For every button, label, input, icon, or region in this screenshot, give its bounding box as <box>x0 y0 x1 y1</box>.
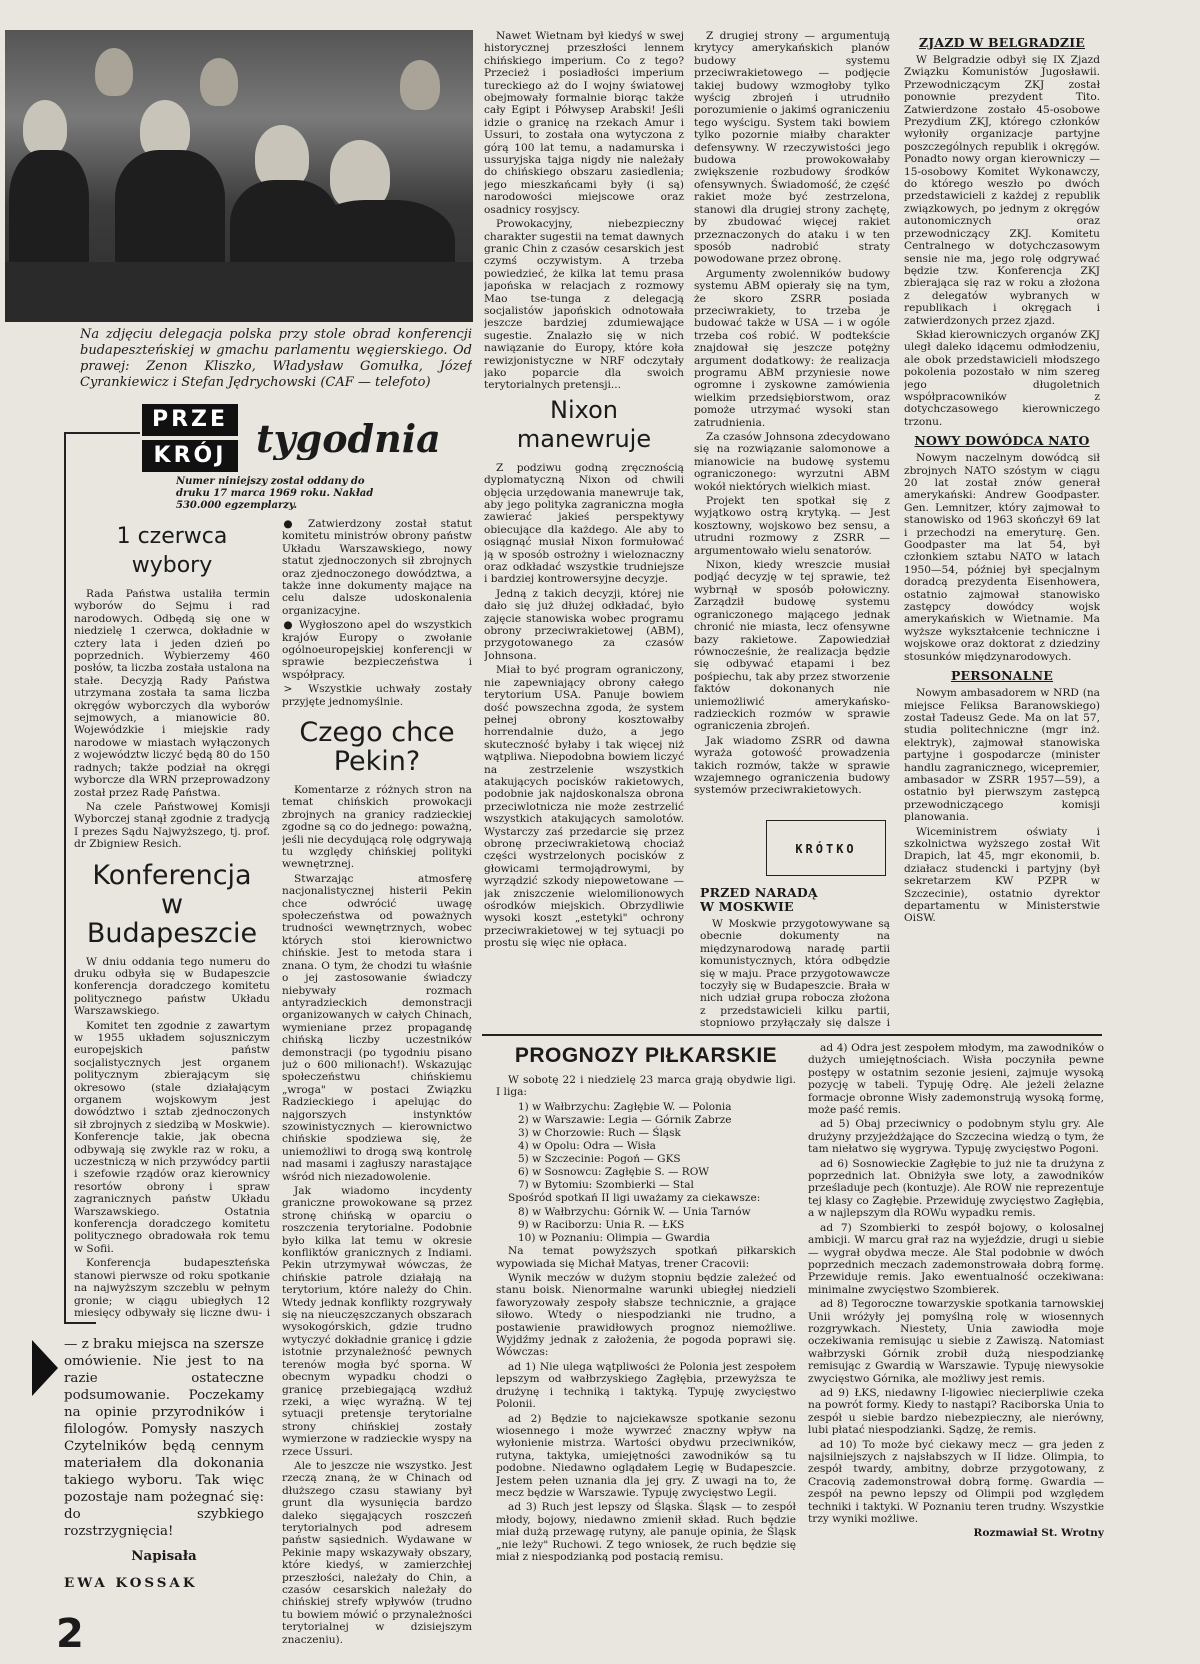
nixon-p2: Jedną z takich decyzji, której nie dało się już dłużej odkładać, było zajęcie stanowiska wobec programu obrony przeciwrakietowej (ABM), przygotowanego za czasów Johnsona. <box>484 587 684 662</box>
konferencja-p3: Konferencja budapeszteńska stanowi pierwsze od roku spotkanie na najwyższym szczeblu w pełnym gronie; w ciągu ubiegłych 12 miesięcy odbywały się liczne dwu- i <box>74 1257 270 1318</box>
personalne-p2: Wiceministrem oświaty i szkolnictwa wyższego został Wit Drapich, lat 45, mgr ekonomii, b. działacz studencki i partyjny (był sekretarzem KW PZPR w Szczecinie), ostatnio dyrektor departamentu w Ministerstwie OiSW. <box>904 825 1100 925</box>
frame-top <box>64 432 140 434</box>
konferencja-b1: ● Zatwierdzony został statut komitetu ministrów obrony państw Układu Warszawskiego, nowy statut zjednoczonych sił zbrojnych oraz zjednoczonego dowództwa, a także inne dokumenty mające na celu dalsze udoskonalenia organizacyjne. <box>282 518 472 617</box>
match-4: 4) w Opolu: Odra — Wisła <box>518 1139 656 1152</box>
prognozy-p1: Na temat powyższych spotkań piłkarskich wypowiada się Michał Matyas, trener Cracovii: <box>496 1245 796 1270</box>
pekin-p3: Jak wiadomo incydenty graniczne prowokowane są przez stronę chińską w oparciu o roszczenia terytorialne. Podobnie było kilka lat temu w okresie konfliktów granicznych z Indiami. Pekin utrzymywał wówczas, że chińskie patrole działają na terytorium, które należy do Chin. Wtedy jednak konflikty rozgrywały się na nieuczęszczanych obszarach wysokogórskich, gdzie trudno wytyczyć dokładnie granicę i gdzie istotnie przynależność pewnych terenów mogła być sporna. W obecnym wypadku chodzi o granicę przebiegającą wzdłuż rzeki, a więc wyraźną. W tej sytuacji pretensje terytorialne strony chińskiej zostały wymierzone w radzieckie wyspy na rzece Ussuri. <box>282 1185 472 1458</box>
nato-p1: Nowym naczelnym dowódcą sił zbrojnych NATO szóstym w ciągu 20 lat został znów generał amerykański: Andrew Goodpaster. Gen. Lemnitzer, który zajmował to stanowisko od 1963 skończył 69 lat i przechodzi na emeryturę. Gen. Goodpaster ma lat 54, był członkiem sztabu NATO w latach 1950—54, później był specjalnym doradcą prezydenta Eisenhowera, ostatnio zajmował stanowisko zastępcy dowódcy wojsk amerykańskich w Wietnamie. Ma wyższe wykształcenie techniczne i wojskowe oraz doktorat z dziedziny stosunków międzynarodowych. <box>904 452 1100 663</box>
match-10: 10) w Poznaniu: Olimpia — Gwardia <box>518 1232 711 1245</box>
prognozy-col2 <box>808 1042 1104 1660</box>
pekin-p4: Ale to jeszcze nie wszystko. Jest rzeczą znaną, że w Chinach od dłuższego czasu stawiany był grunt dla wysunięcia bardzo daleko sięgających roszczeń terytorialnych pod adresem państw sąsiednich. Wydawane w Pekinie mapy wskazywały obszary, które kiedyś, w zamierzchłej przeszłości, należały do Chin, a czasów cesarskich należały do chińskiej strefy wpływów (trudno tu bowiem mówić o przynależności terytorialnej w dzisiejszym znaczeniu). <box>282 1459 472 1646</box>
pekin-p2: Stwarzając atmosferę nacjonalistycznej histerii Pekin chce odwrócić uwagę społeczeństwa od poważnych trudności wewnętrznych, wobec których stoi kierownictwo chińskie. Jest to metoda stara i znana. O tym, że chodzi tu właśnie o jej zastosowanie świadczy niebywały rozmach antyradzieckich demonstracji organizowanych w całych Chinach, wymieniane przez propagandę chińską liczby uczestników demonstracji (po tygodniu pisano już o 600 milionach!). Wskazując społeczeństwu chińskiemu „wroga" w postaci Związku Radzieckiego i apelując do najgorszych instynktów szowinistycznych — kierownictwo chińskie spodziewa się, że uniemożliwi to drogą swą kontrolę nad masami i zagłuszy narastające wśród nich niezadowolenie. <box>282 872 472 1183</box>
signature-name: EWA KOSSAK <box>64 1575 198 1591</box>
column-3 <box>484 30 684 1030</box>
signature-label: Napisała <box>131 1548 197 1564</box>
narada-article <box>700 880 890 1030</box>
przekroj-logo <box>142 404 238 472</box>
konferencja-title: Konferencja w Budapeszcie <box>86 859 258 949</box>
kossak-continuation <box>64 1336 264 1646</box>
column-4 <box>694 30 890 810</box>
frame-bottom <box>64 1322 96 1324</box>
nixon-p3: Miał to być program ograniczony, nie zapewniający obrony całego terytorium USA. Panuje bowiem dość powszechna zgoda, że system pełnej obrony kosztowałby horrendalnie dużo, a jego skuteczność byłaby i tak więcej niż wątpliwa. Niepodobna bowiem liczyć na zestrzelenie wszystkich atakujących pocisków rakietowych, podobnie jak najdoskonalsza obrona przeciwlotnicza nie może zestrzelić wszystkich atakujących samolotów. Wystarczy zaś przedarcie się przez obronę przeciwrakietową chociaż części wystrzelonych pocisków z głowicami termojądrowymi, by wyrządzić szkody niepowetowane — jak zniszczenie wielomilionowych ośrodków miejskich. Obrzydliwie wysoki koszt „estetyki" ochrony przeciwrakietowej w tej sytuacji po prostu się więc nie opłaca. <box>484 664 684 950</box>
narada-text: W Moskwie przygotowywane są obecnie dokumenty na międzynarodową naradę partii komunistycznych, która odbędzie się w maju. Prace przygotowawcze toczyły się w Budapeszcie. Brała w nich udział grupa robocza złożona z przedstawicieli kilku partii, stopniowo przyłączały się dalsze i <box>700 918 890 1030</box>
prognozy-divider <box>482 1034 1102 1036</box>
nixon-p7: Projekt ten spotkał się z wyjątkowo ostrą krytyką. — Jest kosztowny, wojskowo bez sensu, a utrudni rozmowy z ZSRR — argumentowało wielu senatorów. <box>694 495 890 557</box>
prognozy-p8: ad 6) Sosnowieckie Zagłębie to już nie ta drużyna z poprzednich lat. Obniżyła swe loty, a zawodników prześladuje pech (kontuzje). Ale ROW nie reprezentuje tej klasy co Zagłębie. Przewiduję zwycięstwo Zagłębia, a w najlepszym dla ROWu wypadku remis. <box>808 1157 1104 1220</box>
prognozy-p3: ad 1) Nie ulega wątpliwości że Polonia jest zespołem lepszym od wałbrzyskiego Zagłębia, przewyższa te drużynę i techniką i taktyką. Typuję zwycięstwo Polonii. <box>496 1360 796 1411</box>
nixon-p5: Argumenty zwolenników budowy systemu ABM opierały się na tym, że skoro ZSRR posiada przeciwrakiety, to trzeba je budować także w USA — i w ogóle trzeba coś robić. W podtekście znajdował się jeszcze potężny argument dodatkowy: że realizacja programu ABM przyniesie nowe ogromne i zyskowne zamówienia wielkim przedsiębiorstwom, oraz pomoże utrzymać wysoki stan zatrudnienia. <box>694 267 890 429</box>
pekin-article <box>282 714 472 1659</box>
prognozy-p6: ad 4) Odra jest zespołem młodym, ma zawodników o dużych umiejętnościach. Wisła poczyniła pewne postępy w ostatnim sezonie jesieni, zajmuje wysoką pozycję w tabeli. Typuję Odrę. Ale jeżeli żelazne formacje obronne Wisły zademonstrują wysoką formę, może paść remis. <box>808 1042 1104 1117</box>
match-1: 1) w Wałbrzychu: Zagłębie W. — Polonia <box>518 1100 732 1113</box>
logo-word: tygodnia <box>256 418 441 460</box>
photo-caption: Na zdjęciu delegacja polska przy stole obrad konferencji budapeszteńskiej w gmachu parlamentu węgierskiego. Od prawej: Zenon Kliszko, Władysław Gomułka, Józef Cyrankiewicz i Stefan Jędrychowski (CAF — telefoto) <box>80 327 472 390</box>
match-3: 3) w Chorzowie: Ruch — Śląsk <box>518 1126 681 1139</box>
prognozy-p10: ad 8) Tegoroczne towarzyskie spotkania tarnowskiej Unii wróżyły jej pomyślną rolę w wiosennych rozgrywkach. Niestety, Unia zawiodła moje oczekiwania remisując u siebie z Zawiszą. Natomiast wałbrzyski Górnik zrobił dużą niespodziankę remisując z Gwardią w Warszawie. Typuję niewysokie zwycięstwo Górnika, ale możliwy jest remis. <box>808 1298 1104 1385</box>
personalne-title: PERSONALNE <box>950 668 1054 684</box>
zjazd-p1: W Belgradzie odbył się IX Zjazd Związku Komunistów Jugosławii. Przewodniczącym ZKJ został ponownie prezydent Tito. Zatwierdzone zostało 45-osobowe Prezydium ZKJ, którego członków wyłoniły organizacje partyjne poszczególnych republik i okręgów. Ponadto nowy organ kierowniczy — 15-osobowy Komitet Wykonawczy, do którego weszło po dwóch przedstawicieli z każdej z republik związkowych, po jednym z okręgów autonomicznych oraz przewodniczący ZKJ. Komitetu Centralnego w dotychczasowym sensie nie ma, jego rolę odgrywać będzie tzw. Konferencja ZKJ zbierająca się raz w roku a złożona z delegatów wybranych w republikach i okręgach i zatwierdzonych przez zjazd. <box>904 54 1100 327</box>
match-5: 5) w Szczecinie: Pogoń — GKS <box>518 1152 681 1165</box>
pekin-title: Czego chce Pekin? <box>299 717 455 777</box>
column-5 <box>904 30 1100 1030</box>
prognozy-p12: ad 10) To może być ciekawy mecz — gra jeden z najsilniejszych z najsłabszych w II lidze. Olimpia, to zespół twardy, ambitny, dobrze przygotowany, z Cracovią zademonstrował dobrą formę. Gwardia — zespół na pewno lepszy od Olimpii pod względem techniki i taktyki. W Poznaniu teren trudny. Wszystkie trzy wyniki możliwe. <box>808 1438 1104 1526</box>
print-notice: Numer niniejszy został oddany do druku 17 marca 1969 roku. Nakład 530.000 egzemplarzy. <box>176 476 374 511</box>
personalne-p1: Nowym ambasadorem w NRD (na miejsce Feliksa Baranowskiego) został Tadeusz Gede. Ma on lat 57, studia politechniczne (mgr inż. elektryk), zajmował stanowiska partyjne i gospodarcze (minister handlu zagranicznego, wicepremier, ambasador w ZSRR 1957—59), a ostatnio był pierwszym zastępcą przewodniczącego komisji planowania. <box>904 687 1100 824</box>
prognozy-p9: ad 7) Szombierki to zespół bojowy, o kolosalnej ambicji. W marcu grał raz na wyjeździe, drugi u siebie — wygrał obydwa mecze. Ale Stal podobnie w dwóch poprzednich meczach zademonstrowała dobrą formę. Przewiduje remis. Jako ewentualność oczekiwana: minimalne zwycięstwo Szombierek. <box>808 1221 1104 1296</box>
pekin-p5: Nawet Wietnam był kiedyś w swej historycznej przeszłości lennem chińskiego imperium. Co z tego? Przecież i posiadłości imperium tureckiego aż do I wojny światowej obejmowały formalnie biorąc także cały Egipt i Półwysep Arabski! Jeśli idzie o granicę na rzekach Amur i Ussuri, to została ona wytyczona z górą 100 lat temu, a nadamurska i ussuryjska tajga nigdy nie należały do chińskiego obszaru zasiedlenia; jego mieszkańcami były (i są) narodowości miejscowe oraz osadnicy rosyjscy. <box>484 30 684 216</box>
pekin-p6: Prowokacyjny, niebezpieczny charakter sugestii na temat dawnych granic Chin z czasów cesarskich jest czymś oczywistym. A trzeba powiedzieć, że kilka lat temu prasa japońska w relacjach z rozmowy Mao tse-tunga z delegacją socjalistów japońskich odnotowała jeszcze bardziej zdumiewające sugestie. Znalazło się w nich nawiązanie do Europy, które koła rewizjonistyczne w NRF odczytały jako poparcie dla swoich terytorialnych pretensji... <box>484 218 684 392</box>
zjazd-title: ZJAZD W BELGRADZIE <box>918 35 1086 50</box>
nixon-p1: Z podziwu godną zręcznością dyplomatyczną Nixon od chwili objęcia urzędowania manewruje tak, aby jego polityka zagraniczna mogła zawierać jakieś perspektywy obiecujące dla każdego. Ale aby to osiągnąć musiał Nixon formułować ją w sposób ostrożny i wieloznaczny oraz odkładać wszystkie trudniejsze i bardziej kontrowersyjne decyzje. <box>484 461 684 586</box>
page-number: 2 <box>56 1612 84 1656</box>
column-2-top <box>282 518 472 708</box>
nixon-title: Nixon manewruje <box>516 395 652 453</box>
match-9: 9) w Raciborzu: Unia R. — ŁKS <box>518 1219 685 1232</box>
conference-photo <box>5 30 473 322</box>
prognozy-author: Rozmawiał St. Wrotny <box>973 1527 1104 1540</box>
konferencja-p1: W dniu oddania tego numeru do druku odbyła się w Budapeszcie konferencja doradczego komitetu politycznego państw Układu Warszawskiego. <box>74 955 270 1018</box>
wybory-title: 1 czerwca wybory <box>116 524 228 578</box>
konferencja-p2: Komitet ten zgodnie z zawartym w 1955 układem sojuszniczym europejskich państw socjalistycznych jest organem politycznym zbierającym się okresowo (stale działającym organem wojskowym jest dowództwo i sztab zjednoczonych sił zbrojnych z siedzibą w Moskwie). Konferencje takie, jak obecna odbywają się zwykle raz w roku, a uczestniczą w nich przywódcy partii i szefowie rządów oraz kierownicy resortów obrony i spraw zagranicznych państw Układu Warszawskiego. Ostatnia konferencja doradczego komitetu politycznego obradowała rok temu w Sofii. <box>74 1019 270 1255</box>
krotko-box: KRÓTKO <box>766 820 886 876</box>
pekin-p1: Komentarze z różnych stron na temat chińskich prowokacji zbrojnych na granicy radzieckiej zgodne są co do jednego: poważną, jeśli nie decydującą rolę odgrywają tu względy chińskiej polityki wewnętrznej. <box>282 784 472 871</box>
prognozy-p4: ad 2) Będzie to najciekawsze spotkanie sezonu wiosennego i może wywrzeć znaczny wpływ na wyłonienie mistrza. Wartości obydwu przeciwników, rutyna, taktyka, umiejętności zawodników są tu podobne. Niedawno oglądałem Legię w Budapeszcie. Jestem pełen uznania dla jej gry. Z uwagi na to, że mecz będzie w Warszawie. Typuję zwycięstwo Legii. <box>496 1412 796 1499</box>
prognozy-p5: ad 3) Ruch jest lepszy od Śląska. Śląsk — to zespół młody, bojowy, niedawno zmienił skład. Ruch będzie miał dużą przewagę rutyny, ale panuje opinia, że Śląsk „nie leży" Ruchowi. Z tego wniosek, że ruch będzie się miał z niespodzianką pod postacią remisu. <box>496 1501 796 1563</box>
nixon-p8: Nixon, kiedy wreszcie musiał podjąć decyzję w tej sprawie, też wybrnął w sposób połowiczny. Zarządził budowę systemu ograniczonego mającego jednak chronić nie miasta, lecz ofensywne bazy rakietowe. Zapowiedział równocześnie, że realizacja będzie się odbywać etapami i bez pośpiechu, tak aby przez stworzenie faktów dokonanych nie uniemożliwić amerykańsko-radzieckich rozmów w sprawie ograniczenia zbrojeń. <box>694 559 890 733</box>
prognozy-p2: Wynik meczów w dużym stopniu będzie zależeć od stanu boisk. Nienormalne warunki ubiegłej niedzieli faworyzowały zespoły słabsze technicznie, a grające siłowo. Wtedy o niespodzianki nie trudno, a postawienie prawidłowych prognoz niemożliwe. Wyjdźmy jednak z założenia, że pogoda poprawi się. Wówczas: <box>496 1272 796 1359</box>
prognozy-p7: ad 5) Obaj przeciwnicy o podobnym stylu gry. Ale drużyny przyjeżdżające do Szczecina wiedzą o tym, że tam niełatwo się wygrywa. Typuję zwycięstwo Pogoni. <box>808 1118 1104 1156</box>
nixon-p6: Za czasów Johnsona zdecydowano się na rozwiązanie salomonowe a mianowicie na budowę systemu ograniczonego: wyrzutni ABM wokół niektórych wielkich miast. <box>694 431 890 493</box>
arrow-icon <box>32 1340 58 1396</box>
prognozy-intro: W sobotę 22 i niedzielę 23 marca grają obydwie ligi. I liga: <box>496 1074 796 1099</box>
logo-line1: PRZE <box>142 404 238 436</box>
prognozy-intro2: Spośród spotkań II ligi uważamy za ciekawsze: <box>508 1191 761 1204</box>
prognozy-p11: ad 9) ŁKS, niedawny I-ligowiec niecierpliwie czeka na powrót formy. Kiedy to nastąpi? Raciborska Unia to zespół u siebie bardzo niebezpieczny, ale nierówny, lubi płatać niespodzianki. Sądzę, że remis. <box>808 1386 1104 1437</box>
logo-line2: KRÓJ <box>142 440 238 472</box>
konferencja-b3: > Wszystkie uchwały zostały przyjęte jednomyślnie. <box>282 683 472 708</box>
wybory-p1: Rada Państwa ustaliła termin wyborów do Sejmu i rad narodowych. Odbędą się one w niedzielę 1 czerwca, dokładnie w cztery lata i jeden dzień po poprzednich. Wybierzemy 460 posłów, ta liczba została ustalona na stałe. Decyzją Rady Państwa utrzymana została ta sama liczba okręgów wyborczych dla wyborów sejmowych, a mianowicie 80. Wojewódzkie i miejskie rady narodowe w miastach wyłączonych z województw liczyć będą 80 do 150 radnych; także podział na okręgi wyborcze dla WRN przeprowadzony został przez Radę Państwa. <box>74 588 270 799</box>
nixon-p4: Z drugiej strony — argumentują krytycy amerykańskich planów budowy systemu przeciwrakietowego — podjęcie takiej budowy wzmogłoby tylko wyścig zbrojeń i utrudniło porozumienie o jakimś ograniczeniu tego wyścigu. System taki bowiem tylko pozornie miałby charakter defensywny. W rzeczywistości jego budowa prowokowałaby zwiększenie rozbudowy środków ofensywnych. Świadomość, że część rakiet może być zestrzelona, stanowi dla drugiej strony zachętę, by zbudować więcej rakiet przeznaczonych do ataku i w ten sposób nadrobić straty powodowane przez obronę. <box>694 30 890 266</box>
kossak-text: — z braku miejsca na szersze omówienie. Nie jest to na razie ostateczne podsumowanie. Poczekamy na opinie przyrodników i filologów. Pomysły naszych Czytelników będą cennym materiałem dla dokonania takiego wyboru. Tak więc pozostaje nam pożegnać się: do szybkiego rozstrzygnięcia! <box>64 1337 264 1539</box>
prognozy-col1 <box>496 1040 796 1660</box>
match-7: 7) w Bytomiu: Szombierki — Stal <box>518 1178 694 1191</box>
frame-left <box>64 432 66 1324</box>
nixon-p9: Jak wiadomo ZSRR od dawna wyraża gotowość prowadzenia takich rozmów, także w sprawie wzajemnego ograniczenia budowy systemów przeciwrakietowych. <box>694 734 890 797</box>
konferencja-b2: ● Wygłoszono apel do wszystkich krajów Europy o zwołanie ogólnoeuropejskiej konferencji w sprawie bezpieczeństwa i współpracy. <box>282 619 472 681</box>
zjazd-p2: Skład kierowniczych organów ZKJ uległ daleko idącemu odmłodzeniu, ale obok przedstawicieli młodszego pokolenia pozostało w nim szereg jego długoletnich współpracowników z dotychczasowego kierowniczego trzonu. <box>904 328 1100 428</box>
prognozy-title: PROGNOZY PIŁKARSKIE <box>514 1044 778 1067</box>
match-2: 2) w Warszawie: Legia — Górnik Zabrze <box>518 1113 732 1126</box>
narada-title: PRZED NARADĄ W MOSKWIE <box>700 885 818 914</box>
match-8: 8) w Wałbrzychu: Górnik W. — Unia Tarnów <box>518 1206 751 1219</box>
nato-title: NOWY DOWÓDCA NATO <box>914 433 1090 449</box>
column-1 <box>74 518 270 1318</box>
wybory-p2: Na czele Państwowej Komisji Wyborczej stanął zgodnie z tradycją I prezes Sądu Najwyższego, tj. prof. dr Zbigniew Resich. <box>74 800 270 851</box>
match-6: 6) w Sosnowcu: Zagłębie S. — ROW <box>518 1165 710 1178</box>
